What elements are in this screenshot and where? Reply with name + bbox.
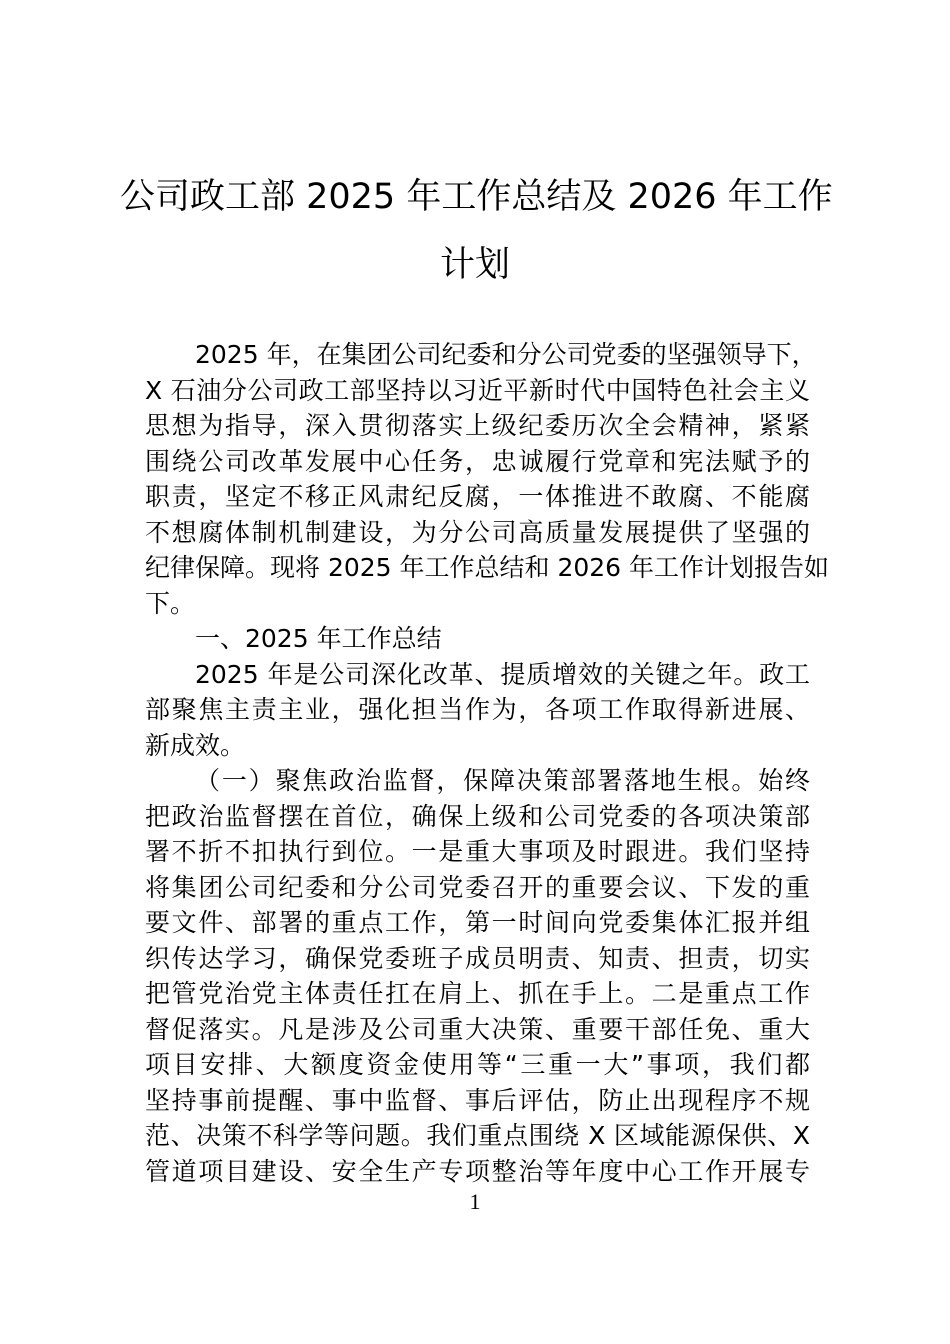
body-line: X 石油分公司政工部坚持以习近平新时代中国特色社会主义 [145,375,810,405]
body-line: 署不折不扣执行到位。一是重大事项及时跟进。我们坚持 [145,837,810,866]
document-title-line-2: 计划 [439,245,510,285]
page-number: 1 [469,1189,481,1214]
document-body [145,337,830,1189]
body-line: 项目安排、大额度资金使用等“三重一大”事项，我们都 [145,1050,810,1079]
body-line: 职责，坚定不移正风肃纪反腐，一体推进不敢腐、不能腐 [145,482,810,511]
body-line: 思想为指导，深入贯彻落实上级纪委历次全会精神，紧紧 [145,411,810,440]
body-line: 范、决策不科学等问题。我们重点围绕 X 区域能源保供、X [145,1121,810,1150]
body-line: 督促落实。凡是涉及公司重大决策、重要干部任免、重大 [145,1014,810,1044]
body-line: 2025 年是公司深化改革、提质增效的关键之年。政工 [195,659,810,689]
body-line: 要文件、部署的重点工作，第一时间向党委集体汇报并组 [145,908,810,937]
body-line: 不想腐体制机制建设，为分公司高质量发展提供了坚强的 [145,517,810,547]
body-line: 围绕公司改革发展中心任务，忠诚履行党章和宪法赋予的 [145,446,810,476]
body-line: 把政治监督摆在首位，确保上级和公司党委的各项决策部 [145,801,810,831]
body-line: 新成效。 [145,730,246,760]
body-line: 管道项目建设、安全生产专项整治等年度中心工作开展专 [145,1156,810,1186]
body-line: 织传达学习，确保党委班子成员明责、知责、担责，切实 [145,943,810,973]
body-line: 坚持事前提醒、事中监督、事后评估，防止出现程序不规 [145,1085,810,1115]
body-line: 将集团公司纪委和分公司党委召开的重要会议、下发的重 [145,872,810,902]
body-line: （一）聚焦政治监督，保障决策部署落地生根。始终 [195,766,810,795]
body-line: 下。 [145,588,196,618]
body-line: 纪律保障。现将 2025 年工作总结和 2026 年工作计划报告如 [145,553,830,582]
document-title-line-1: 公司政工部 2025 年工作总结及 2026 年工作 [120,177,833,217]
body-line: 把管党治党主体责任扛在肩上、抓在手上。二是重点工作 [145,979,810,1008]
body-line: 部聚焦主责主业，强化担当作为，各项工作取得新进展、 [145,695,810,724]
body-line: 一、2025 年工作总结 [195,624,442,653]
body-line: 2025 年，在集团公司纪委和分公司党委的坚强领导下， [195,340,817,369]
